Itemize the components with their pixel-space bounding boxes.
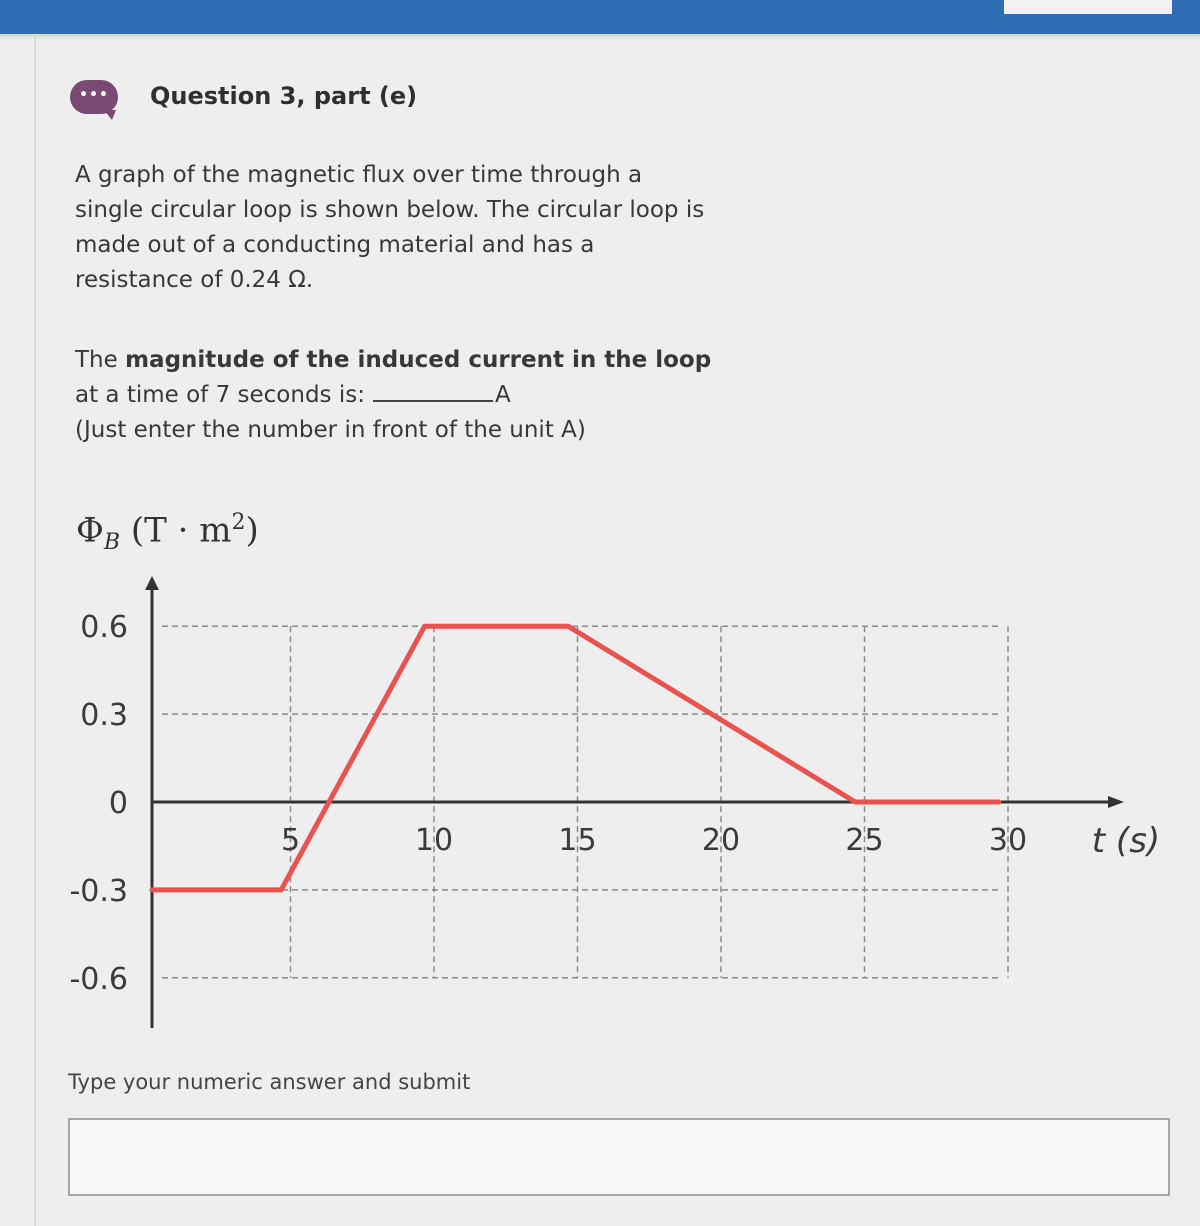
x-tick-label: 25 xyxy=(845,823,884,858)
x-tick-label: 15 xyxy=(558,823,597,858)
question-title: Question 3, part (e) xyxy=(150,82,418,110)
y-tick-label: 0.3 xyxy=(80,698,128,734)
flux-chart xyxy=(0,560,1200,1040)
y-tick-label: -0.3 xyxy=(69,873,128,909)
data-point xyxy=(279,887,284,892)
x-tick-label: 30 xyxy=(988,823,1028,858)
x-tick-label: 5 xyxy=(280,823,301,858)
y-axis-title: $\Phi_B$ $(T \cdot m^2)$ xyxy=(76,510,259,556)
x-axis-title: t (s) xyxy=(1091,821,1161,861)
prompt-unit: A xyxy=(494,382,511,408)
x-axis-arrow-icon xyxy=(1108,796,1124,808)
y-axis-arrow-icon xyxy=(145,576,159,590)
data-point xyxy=(996,800,1001,805)
prompt-lead: The xyxy=(75,347,126,373)
y-tick-label: -0.6 xyxy=(69,961,128,997)
question-prompt xyxy=(75,343,715,448)
header-shadow xyxy=(0,34,1200,40)
x-tick-label: 20 xyxy=(701,823,741,858)
data-point xyxy=(853,800,858,805)
prompt-note: (Just enter the number in front of the unit A) xyxy=(75,417,586,443)
y-tick-label: 0 xyxy=(108,786,128,821)
x-tick-label: 10 xyxy=(414,823,454,858)
prompt-rest: at a time of 7 seconds is: xyxy=(75,382,365,408)
top-bar xyxy=(0,0,1200,34)
data-point xyxy=(566,624,571,629)
answer-label: Type your numeric answer and submit xyxy=(68,1070,471,1094)
data-point xyxy=(150,887,155,892)
y-tick-label: 0.6 xyxy=(80,610,128,646)
answer-input[interactable] xyxy=(68,1118,1170,1196)
data-point xyxy=(422,624,427,629)
question-text: A graph of the magnetic flux over time through a single circular loop is shown below. The circular loop is made out of a conducting material and has a resistance of 0.24 Ω. xyxy=(75,162,705,293)
more-options-icon[interactable]: ••• xyxy=(70,80,118,114)
top-bar-button[interactable] xyxy=(1004,0,1172,14)
answer-blank xyxy=(373,378,493,402)
prompt-bold: magnitude of the induced current in the loop xyxy=(125,347,712,373)
